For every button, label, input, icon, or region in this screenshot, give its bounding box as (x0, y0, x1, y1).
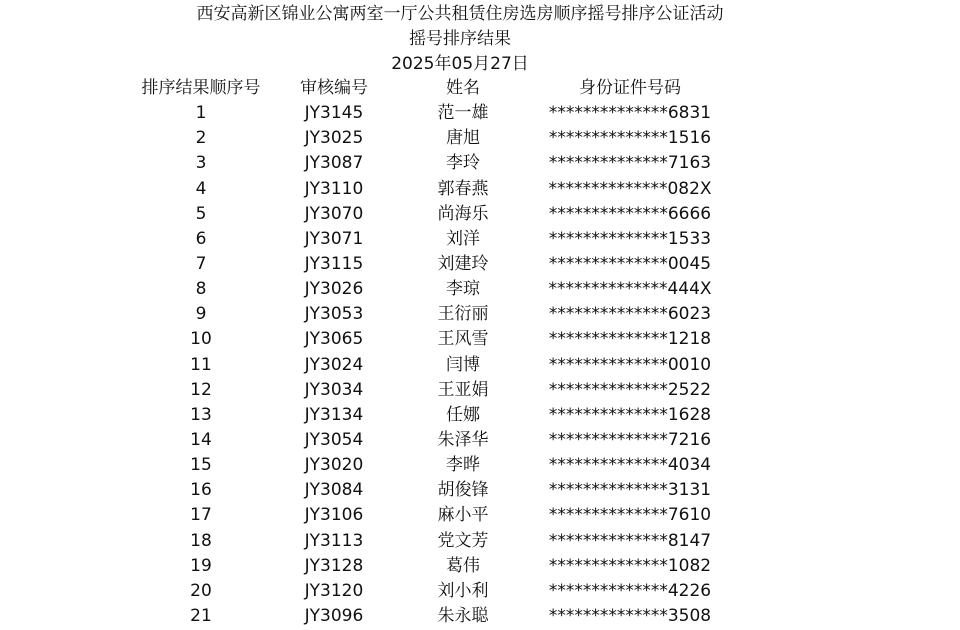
cell-rank: 1 (195, 103, 207, 124)
document-subtitle: 摇号排序结果 (409, 29, 511, 49)
cell-code: JY3034 (304, 379, 364, 400)
cell-code: JY3026 (304, 279, 364, 300)
cell-name: 范一雄 (437, 103, 489, 124)
cell-name: 唐旭 (446, 128, 480, 149)
cell-id: **************7610 (548, 505, 712, 526)
table-row (130, 277, 730, 302)
cell-id: **************0010 (548, 354, 712, 375)
header-row (130, 76, 730, 101)
cell-id: **************1533 (548, 228, 712, 249)
cell-id: **************6023 (548, 304, 712, 325)
table-row (130, 579, 730, 604)
cell-rank: 14 (190, 430, 212, 451)
cell-code: JY3113 (304, 530, 364, 551)
column-header-rank: 排序结果顺序号 (141, 78, 261, 99)
cell-id: **************4226 (548, 580, 712, 601)
cell-code: JY3115 (304, 254, 364, 275)
cell-name: 葛伟 (446, 555, 480, 576)
cell-id: **************1516 (548, 128, 712, 149)
cell-rank: 9 (195, 304, 207, 325)
cell-code: JY3096 (304, 606, 364, 627)
cell-name: 王亚娟 (437, 379, 489, 400)
cell-code: JY3065 (304, 329, 364, 350)
cell-id: **************7216 (548, 430, 712, 451)
table-row (130, 478, 730, 503)
cell-code: JY3120 (304, 580, 364, 601)
result-table (130, 76, 730, 629)
cell-rank: 4 (195, 178, 207, 199)
table-row (130, 453, 730, 478)
table-row (130, 529, 730, 554)
cell-name: 李玲 (446, 153, 480, 174)
table-row (130, 126, 730, 151)
cell-rank: 6 (195, 228, 207, 249)
cell-name: 李琼 (446, 279, 480, 300)
cell-id: **************3508 (548, 606, 712, 627)
cell-id: **************082X (548, 178, 712, 199)
cell-id: **************0045 (548, 254, 712, 275)
cell-name: 刘小利 (437, 580, 489, 601)
table-row (130, 378, 730, 403)
cell-rank: 3 (195, 153, 207, 174)
cell-code: JY3020 (304, 455, 364, 476)
cell-id: **************6831 (548, 103, 712, 124)
table-row (130, 177, 730, 202)
cell-name: 刘建玲 (437, 254, 489, 275)
cell-code: JY3025 (304, 128, 364, 149)
table-row (130, 327, 730, 352)
cell-rank: 11 (190, 354, 212, 375)
cell-name: 朱永聪 (437, 606, 489, 627)
cell-rank: 2 (195, 128, 207, 149)
document-title: 西安高新区锦业公寓两室一厅公共租赁住房选房顺序摇号排序公证活动 (196, 4, 724, 24)
table-row (130, 604, 730, 629)
table-row (130, 428, 730, 453)
cell-name: 闫博 (446, 354, 480, 375)
cell-name: 党文芳 (437, 530, 489, 551)
table-row (130, 353, 730, 378)
cell-rank: 20 (190, 580, 212, 601)
cell-name: 刘洋 (446, 228, 480, 249)
result-table-header (130, 76, 730, 101)
cell-rank: 5 (195, 203, 207, 224)
cell-name: 朱泽华 (437, 430, 489, 451)
cell-id: **************1082 (548, 555, 712, 576)
cell-rank: 8 (195, 279, 207, 300)
table-row (130, 302, 730, 327)
cell-name: 胡俊锋 (437, 480, 489, 501)
column-header-id: 身份证件号码 (579, 78, 681, 99)
cell-name: 王衍丽 (437, 304, 489, 325)
table-row (130, 503, 730, 528)
cell-code: JY3145 (304, 103, 364, 124)
cell-rank: 12 (190, 379, 212, 400)
cell-code: JY3128 (304, 555, 364, 576)
cell-id: **************2522 (548, 379, 712, 400)
cell-rank: 13 (190, 404, 212, 425)
table-row (130, 554, 730, 579)
column-header-code: 审核编号 (300, 78, 368, 99)
table-row (130, 101, 730, 126)
cell-code: JY3070 (304, 203, 364, 224)
cell-name: 王风雪 (437, 329, 489, 350)
cell-name: 尚海乐 (437, 203, 489, 224)
result-table-body (130, 101, 730, 629)
table-row (130, 403, 730, 428)
cell-rank: 16 (190, 480, 212, 501)
cell-rank: 17 (190, 505, 212, 526)
table-row (130, 227, 730, 252)
cell-rank: 10 (190, 329, 212, 350)
cell-code: JY3106 (304, 505, 364, 526)
document-date: 2025年05月27日 (391, 54, 529, 74)
cell-name: 麻小平 (437, 505, 489, 526)
cell-code: JY3110 (304, 178, 364, 199)
cell-id: **************1628 (548, 404, 712, 425)
cell-id: **************8147 (548, 530, 712, 551)
cell-rank: 7 (195, 254, 207, 275)
cell-name: 任娜 (446, 404, 480, 425)
table-row (130, 252, 730, 277)
cell-id: **************6666 (548, 203, 712, 224)
cell-name: 李晔 (446, 455, 480, 476)
cell-id: **************3131 (548, 480, 712, 501)
cell-code: JY3071 (304, 228, 364, 249)
cell-name: 郭春燕 (437, 178, 489, 199)
cell-id: **************444X (548, 279, 712, 300)
cell-code: JY3134 (304, 404, 364, 425)
cell-rank: 15 (190, 455, 212, 476)
cell-code: JY3087 (304, 153, 364, 174)
cell-id: **************4034 (548, 455, 712, 476)
table-row (130, 202, 730, 227)
cell-id: **************7163 (548, 153, 712, 174)
cell-rank: 18 (190, 530, 212, 551)
cell-code: JY3024 (304, 354, 364, 375)
table-row (130, 151, 730, 176)
cell-code: JY3053 (304, 304, 364, 325)
cell-id: **************1218 (548, 329, 712, 350)
cell-rank: 19 (190, 555, 212, 576)
column-header-name: 姓名 (446, 78, 480, 99)
cell-rank: 21 (190, 606, 212, 627)
cell-code: JY3054 (304, 430, 364, 451)
cell-code: JY3084 (304, 480, 364, 501)
